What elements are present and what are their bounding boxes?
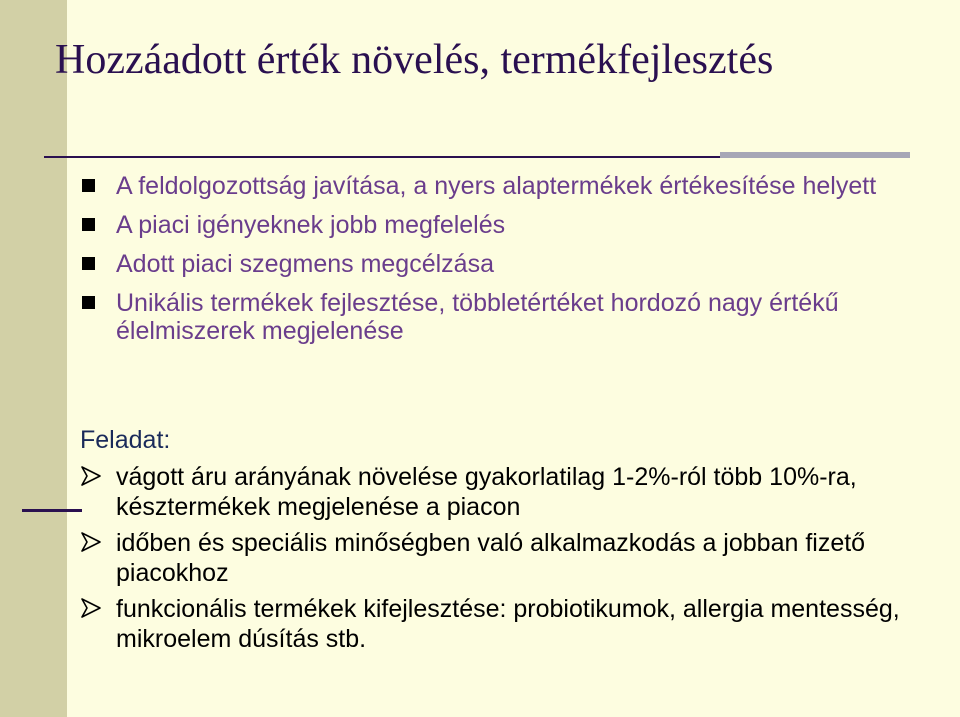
left-accent-strip <box>0 0 67 717</box>
task-text: funkcionális termékek kifejlesztése: probiotikumok, allergia mentesség, mikroelem dúsítás stb. <box>116 595 900 653</box>
list-item <box>80 172 940 200</box>
bullet-list <box>80 172 940 356</box>
list-item <box>80 594 950 654</box>
slide-title: Hozzáadott érték növelés, termékfejlesztés <box>55 37 774 83</box>
bullet-text: A feldolgozottság javítása, a nyers alaptermékek értékesítése helyett <box>116 172 877 200</box>
task-text: vágott áru arányának növelése gyakorlatilag 1-2%-ról több 10%-ra, késztermékek megjelenése a piacon <box>116 463 857 521</box>
task-text: időben és speciális minőségben való alkalmazkodás a jobban fizető piacokhoz <box>116 529 866 587</box>
arrowhead-bullet-icon <box>80 531 102 553</box>
title-underline-accent <box>720 152 910 158</box>
bullet-text: A piaci igényeknek jobb megfelelés <box>116 211 506 239</box>
square-bullet-icon <box>82 257 95 270</box>
arrowhead-bullet-icon <box>80 465 102 487</box>
bullet-text: Unikális termékek fejlesztése, többletértéket hordozó nagy értékű élelmiszerek megjelenése <box>116 289 839 345</box>
square-bullet-icon <box>82 179 95 192</box>
list-item <box>80 462 950 522</box>
square-bullet-icon <box>82 218 95 231</box>
list-item <box>80 528 950 588</box>
list-item <box>80 211 940 239</box>
square-bullet-icon <box>82 296 95 309</box>
list-item <box>80 250 940 278</box>
task-list <box>80 462 950 660</box>
bullet-text: Adott piaci szegmens megcélzása <box>116 250 494 278</box>
arrowhead-bullet-icon <box>80 597 102 619</box>
left-divider <box>22 509 82 512</box>
list-item <box>80 289 940 345</box>
task-heading: Feladat: <box>80 426 171 454</box>
